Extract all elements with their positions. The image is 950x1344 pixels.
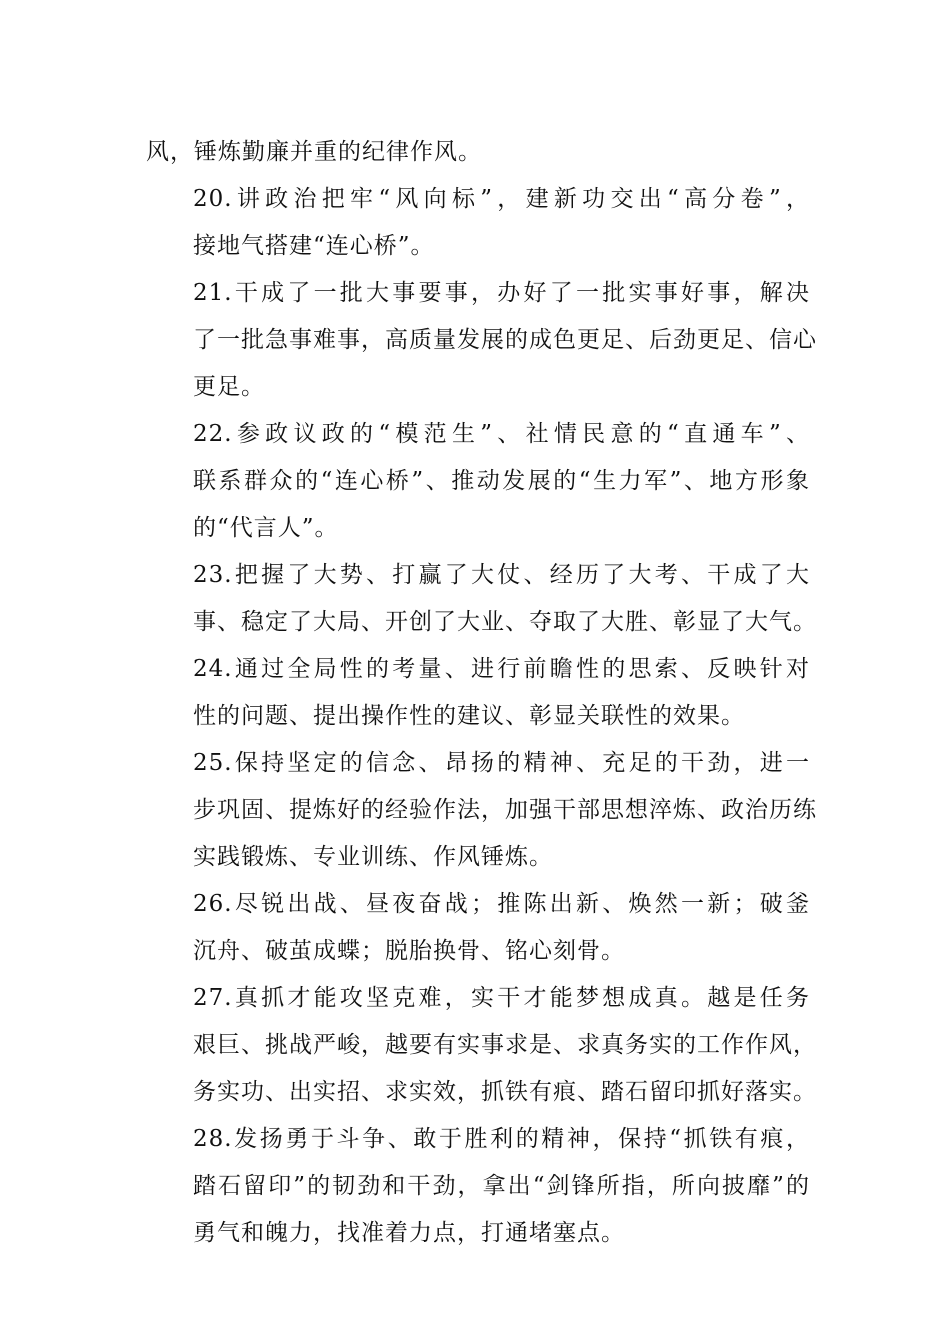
paragraph-line: 风，锤炼勤廉并重的纪律作风。 (146, 139, 482, 165)
paragraph-line: 性的问题、提出操作性的建议、彰显关联性的效果。 (193, 703, 745, 729)
paragraph-line: 22.参政议政的“模范生”、社情民意的“直通车”、 (193, 421, 810, 447)
paragraph-item-27 (146, 975, 817, 1116)
paragraph-item-20 (146, 176, 810, 270)
paragraph-line: 联系群众的“连心桥”、推动发展的“生力军”、地方形象 (193, 468, 810, 494)
paragraph-line: 27.真抓才能攻坚克难，实干才能梦想成真。越是任务 (193, 985, 810, 1011)
paragraph-line: 勇气和魄力，找准着力点，打通堵塞点。 (193, 1220, 625, 1246)
paragraph-line: 28.发扬勇于斗争、敢于胜利的精神，保持“抓铁有痕， (193, 1126, 810, 1152)
paragraph-line: 20.讲政治把牢“风向标”，建新功交出“高分卷”， (193, 186, 810, 212)
paragraph-line: 沉舟、破茧成蝶；脱胎换骨、铭心刻骨。 (193, 938, 625, 964)
paragraph-item-22 (146, 411, 810, 552)
paragraph-line: 实践锻炼、专业训练、作风锤炼。 (193, 844, 553, 870)
paragraph-line: 接地气搭建“连心桥”。 (193, 233, 435, 259)
paragraph-line: 更足。 (193, 374, 265, 400)
paragraph-item-23 (146, 552, 817, 646)
paragraph-line: 了一批急事难事，高质量发展的成色更足、后劲更足、信心 (193, 327, 817, 353)
paragraph-line: 步巩固、提炼好的经验作法，加强干部思想淬炼、政治历练 (193, 797, 817, 823)
paragraph-item-24 (146, 646, 810, 740)
paragraph-line: 的“代言人”。 (193, 515, 339, 541)
paragraph-line: 26.尽锐出战、昼夜奋战；推陈出新、焕然一新；破釜 (193, 891, 810, 917)
paragraph-item-28 (146, 1116, 810, 1257)
paragraph-line: 21.干成了一批大事要事，办好了一批实事好事，解决 (193, 280, 810, 306)
paragraph-item-21 (146, 270, 817, 411)
paragraph-line: 25.保持坚定的信念、昂扬的精神、充足的干劲，进一 (193, 750, 810, 776)
paragraph-line: 艰巨、挑战严峻，越要有实事求是、求真务实的工作作风， (193, 1032, 817, 1058)
paragraph-item-26 (146, 881, 810, 975)
paragraph-line: 24.通过全局性的考量、进行前瞻性的思索、反映针对 (193, 656, 810, 682)
paragraph-line: 务实功、出实招、求实效，抓铁有痕、踏石留印抓好落实。 (193, 1079, 817, 1105)
paragraph-continuation (146, 129, 810, 176)
paragraph-line: 23.把握了大势、打赢了大仗、经历了大考、干成了大 (193, 562, 810, 588)
paragraph-item-25 (146, 740, 817, 881)
paragraph-line: 事、稳定了大局、开创了大业、夺取了大胜、彰显了大气。 (193, 609, 817, 635)
document-page (146, 129, 817, 1257)
paragraph-line: 踏石留印”的韧劲和干劲，拿出“剑锋所指，所向披靡”的 (193, 1173, 810, 1199)
